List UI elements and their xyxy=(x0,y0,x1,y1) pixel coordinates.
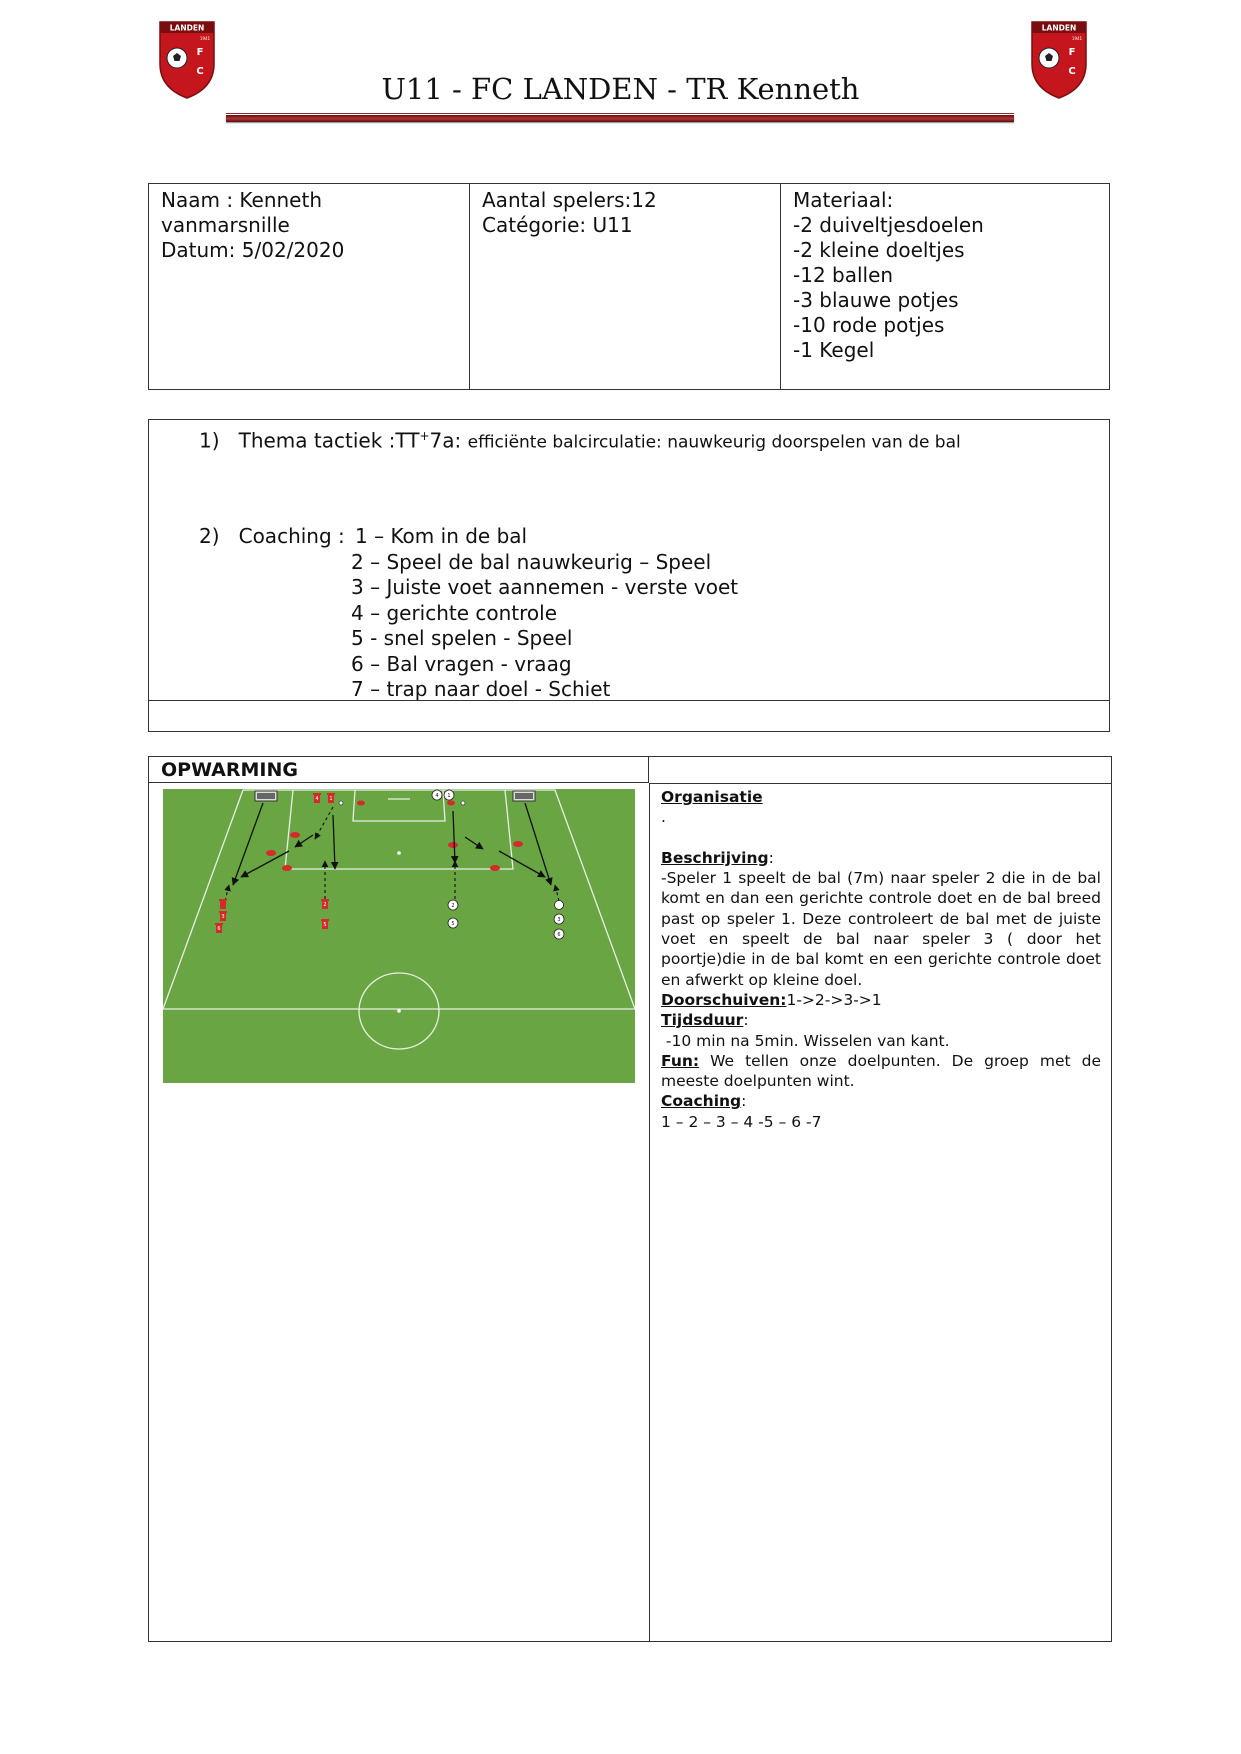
white-player xyxy=(555,901,564,910)
coaching-item: 5 - snel spelen - Speel xyxy=(351,626,573,650)
svg-text:LANDEN: LANDEN xyxy=(169,23,205,33)
white-player xyxy=(554,929,564,939)
trainer-cell xyxy=(149,184,470,390)
svg-text:1: 1 xyxy=(329,796,333,802)
title-rule xyxy=(226,115,1014,122)
drill-field-diagram xyxy=(163,789,635,1083)
material-item: -2 duiveltjesdoelen xyxy=(793,213,984,237)
svg-text:2: 2 xyxy=(323,902,327,908)
coaching-label-2: Coaching xyxy=(661,1092,742,1111)
small-goal-left-net xyxy=(257,793,275,799)
white-player xyxy=(444,790,454,800)
svg-text:6: 6 xyxy=(557,932,561,938)
coaching-row xyxy=(199,524,345,550)
svg-text:1941: 1941 xyxy=(1071,36,1083,41)
warmup-heading: OPWARMING xyxy=(149,757,649,783)
material-item: -12 ballen xyxy=(793,263,894,287)
trainer-name-cont: vanmarsnille xyxy=(161,213,290,237)
theme-box xyxy=(148,419,1110,701)
white-player xyxy=(448,918,458,928)
material-cell xyxy=(781,184,1110,390)
theme-number: 1) xyxy=(199,428,220,453)
tijdsduur-label: Tijdsduur xyxy=(661,1011,744,1030)
small-goal-right-net xyxy=(515,793,533,799)
red-player xyxy=(215,923,223,933)
svg-text:C: C xyxy=(196,66,204,77)
warmup-section xyxy=(148,756,1112,1642)
coaching-item: 6 – Bal vragen - vraag xyxy=(351,651,572,676)
category: Catégorie: U11 xyxy=(482,213,633,237)
theme-row xyxy=(199,424,961,456)
svg-text:4: 4 xyxy=(315,796,319,802)
red-player xyxy=(321,899,329,909)
svg-text:1: 1 xyxy=(447,793,451,799)
material-item: -1 Kegel xyxy=(793,338,875,362)
organisatie-label: Organisatie xyxy=(661,788,763,806)
material-label: Materiaal: xyxy=(793,188,894,212)
doorschuiven-label: Doorschuiven: xyxy=(661,990,787,1009)
svg-text:6: 6 xyxy=(217,926,221,932)
session-info-table xyxy=(148,183,1110,390)
coaching-item: 3 – Juiste voet aannemen - verste voet xyxy=(351,575,739,599)
red-player xyxy=(219,911,227,921)
trainer-name: Naam : Kenneth xyxy=(161,188,323,212)
white-player xyxy=(554,914,564,924)
fun-text: We tellen onze doelpunten. De groep met de meeste doelpunten wint. xyxy=(661,1051,1101,1091)
coaching-item: 7 – trap naar doel - Schiet xyxy=(351,677,611,701)
penalty-spot xyxy=(397,851,401,855)
material-item: -3 blauwe potjes xyxy=(793,288,959,312)
svg-text:5: 5 xyxy=(451,921,455,927)
coaching-item: 1 – Kom in de bal xyxy=(355,524,528,548)
white-player xyxy=(448,900,458,910)
white-player xyxy=(432,790,442,800)
beschrijving-text: -Speler 1 speelt de bal (7m) naar speler 2 die in de bal komt en dan een gerichte controle doet en de bal breed past op speler 1. Deze controleert de bal met de juiste voet en speelt de bal naar speler 3 ( door het poortje)die in de bal komt en een gerichte controle doet en afwerkt op kleine doel. xyxy=(661,869,1101,989)
coaching-item: 2 – Speel de bal nauwkeurig – Speel xyxy=(351,549,712,574)
svg-text:4: 4 xyxy=(435,793,439,799)
svg-text:C: C xyxy=(1068,66,1076,77)
warmup-divider xyxy=(649,783,650,1641)
fun-label: Fun: xyxy=(661,1051,700,1070)
beschrijving-label: Beschrijving xyxy=(661,848,769,867)
doorschuiven-text: 1->2->3->1 xyxy=(786,990,882,1009)
coaching-text: 1 – 2 – 3 – 4 -5 – 6 -7 xyxy=(661,1112,822,1131)
svg-text:3: 3 xyxy=(221,914,225,920)
theme-empty-row xyxy=(148,700,1110,732)
center-spot xyxy=(397,1009,401,1013)
theme-prefix: Thema tactiek :TT xyxy=(238,428,420,453)
theme-sup: + xyxy=(419,429,430,443)
svg-text:3: 3 xyxy=(557,917,561,923)
coaching-label: Coaching : xyxy=(238,524,345,548)
svg-text:2: 2 xyxy=(451,903,455,909)
red-player xyxy=(219,899,227,909)
red-player xyxy=(321,919,329,929)
coaching-list xyxy=(353,524,738,703)
player-count: Aantal spelers:12 xyxy=(482,188,657,212)
material-item: -2 kleine doeltjes xyxy=(793,238,965,262)
red-player xyxy=(313,793,321,803)
document-title: U11 - FC LANDEN - TR Kenneth xyxy=(381,72,860,106)
material-item: -10 rode potjes xyxy=(793,313,945,337)
svg-text:LANDEN: LANDEN xyxy=(1041,23,1077,33)
tijdsduur-text: -10 min na 5min. Wisselen van kant. xyxy=(661,1031,950,1050)
coaching-number: 2) xyxy=(199,524,220,548)
field-grass xyxy=(163,789,635,1083)
warmup-description: Organisatie . Beschrijving: -Speler 1 speelt de bal (7m) naar speler 2 die in de bal komt en dan een gerichte controle doet en de bal breed past op speler 1. Deze controleert de bal met de juiste voet en speelt de bal naar speler 3 ( door het poortje)die in de bal komt en een gerichte controle doet en afwerkt op kleine doel. Doorschuiven:1->2->3->1 Tijdsduur: -10 min na 5min. Wisselen van kant. Fun: We tellen onze doelpunten. De groep met de meeste doelpunten wint. Coaching: 1 – 2 – 3 – 4 -5 – 6 -7 xyxy=(661,788,1101,1131)
theme-code: 7a: xyxy=(429,428,462,453)
svg-text:1941: 1941 xyxy=(199,36,211,41)
svg-text:5: 5 xyxy=(323,922,327,928)
session-date: Datum: 5/02/2020 xyxy=(161,238,345,262)
svg-text:F: F xyxy=(196,47,204,58)
title-rule-thin xyxy=(226,113,1014,114)
theme-text: efficiënte balcirculatie: nauwkeurig doorspelen van de bal xyxy=(467,432,961,453)
red-player xyxy=(327,793,335,803)
coaching-item: 4 – gerichte controle xyxy=(351,600,558,625)
organisatie-text: . xyxy=(661,808,666,827)
players-cell xyxy=(470,184,781,390)
warmup-heading-empty xyxy=(649,757,1111,784)
svg-text:F: F xyxy=(1068,47,1076,58)
